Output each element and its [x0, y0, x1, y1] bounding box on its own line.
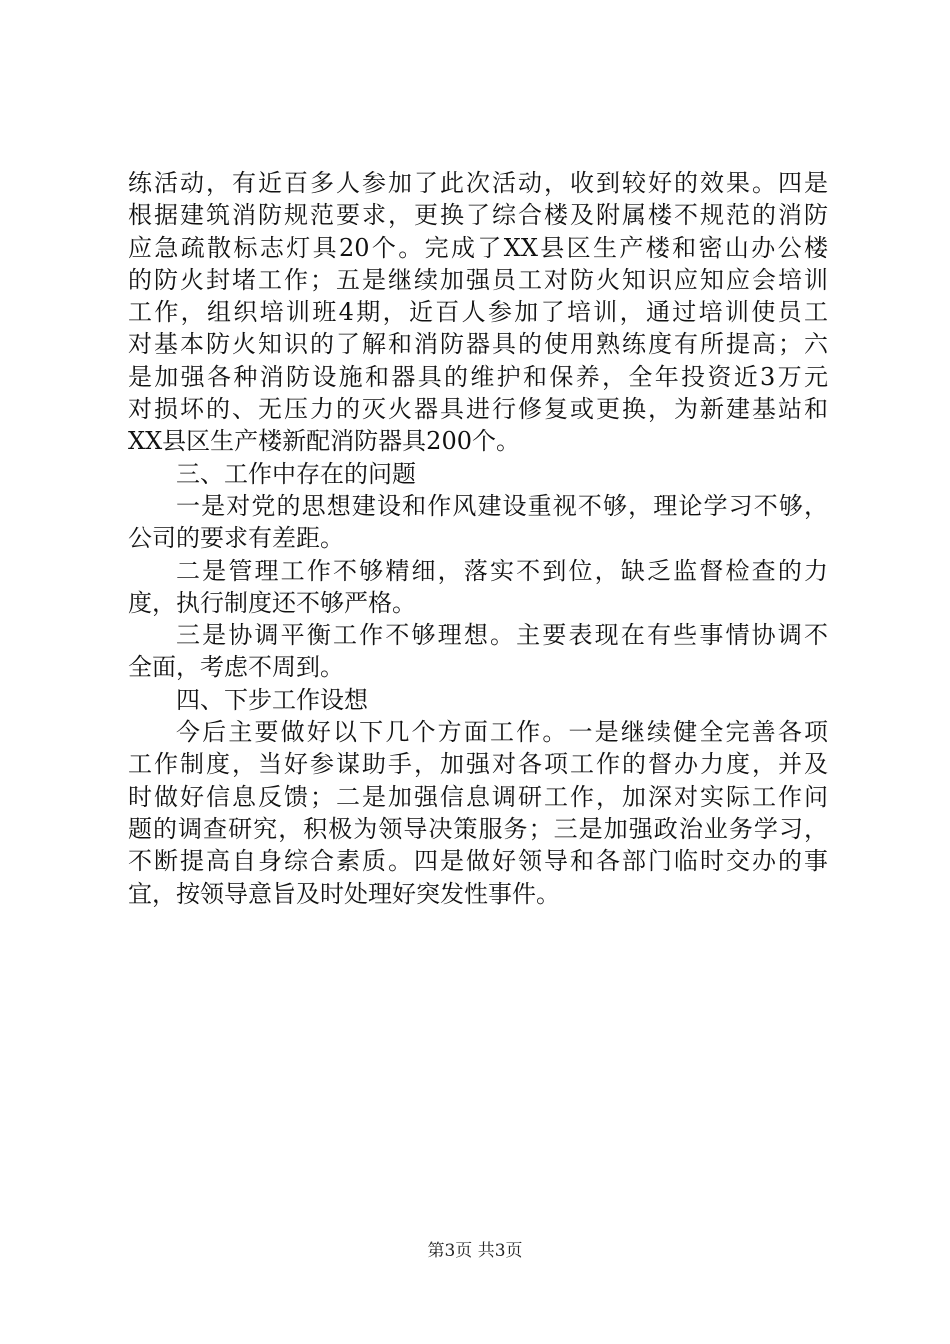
text-line: 不断提高自身综合素质。四是做好领导和各部门临时交办的事: [128, 847, 828, 876]
text-line: 练活动，有近百多人参加了此次活动，收到较好的效果。四是: [128, 169, 828, 197]
document-body: [128, 167, 828, 910]
text-line: 的防火封堵工作；五是继续加强员工对防火知识应知应会培训: [128, 265, 828, 294]
text-line: 三、工作中存在的问题: [176, 459, 416, 488]
text-line: 对损坏的、无压力的灭火器具进行修复或更换，为新建基站和: [128, 395, 828, 424]
text-line: 一是对党的思想建设和作风建设重视不够，理论学习不够，: [176, 491, 828, 520]
text-line: 是加强各种消防设施和器具的维护和保养，全年投资近3万元: [128, 362, 828, 391]
text-line: 根据建筑消防规范要求，更换了综合楼及附属楼不规范的消防: [128, 201, 828, 230]
text-line: 工作制度，当好参谋助手，加强对各项工作的督办力度，并及: [128, 750, 828, 779]
text-line: 对基本防火知识的了解和消防器具的使用熟练度有所提高；六: [128, 330, 828, 359]
text-line: 全面，考虑不周到。: [128, 653, 344, 682]
paragraph-next-steps: [128, 716, 828, 910]
text-line: 度，执行制度还不够严格。: [128, 588, 416, 617]
text-line: 应急疏散标志灯具20个。完成了XX县区生产楼和密山办公楼: [128, 233, 828, 262]
text-line: 四、下步工作设想: [176, 685, 368, 714]
text-line: 二是管理工作不够精细，落实不到位，缺乏监督检查的力: [176, 556, 828, 585]
page-number-label: 第3页 共3页: [427, 1241, 523, 1261]
page-footer: [0, 1240, 950, 1262]
section-heading-next-steps: [128, 684, 828, 716]
paragraph-problem-3: [128, 619, 828, 684]
text-line: 工作，组织培训班4期，近百人参加了培训，通过培训使员工: [128, 298, 828, 327]
text-line: 时做好信息反馈；二是加强信息调研工作，加深对实际工作问: [128, 782, 828, 811]
text-line: XX县区生产楼新配消防器具200个。: [128, 427, 520, 456]
paragraph-problem-1: [128, 490, 828, 555]
text-line: 题的调查研究，积极为领导决策服务；三是加强政治业务学习，: [128, 814, 828, 843]
text-line: 公司的要求有差距。: [128, 524, 344, 553]
text-line: 三是协调平衡工作不够理想。主要表现在有些事情协调不: [176, 621, 828, 650]
text-line: 今后主要做好以下几个方面工作。一是继续健全完善各项: [176, 718, 828, 747]
paragraph-continuation-fire-safety: [128, 167, 828, 458]
text-line: 宜，按领导意旨及时处理好突发性事件。: [128, 879, 560, 908]
section-heading-problems: [128, 458, 828, 490]
paragraph-problem-2: [128, 555, 828, 620]
